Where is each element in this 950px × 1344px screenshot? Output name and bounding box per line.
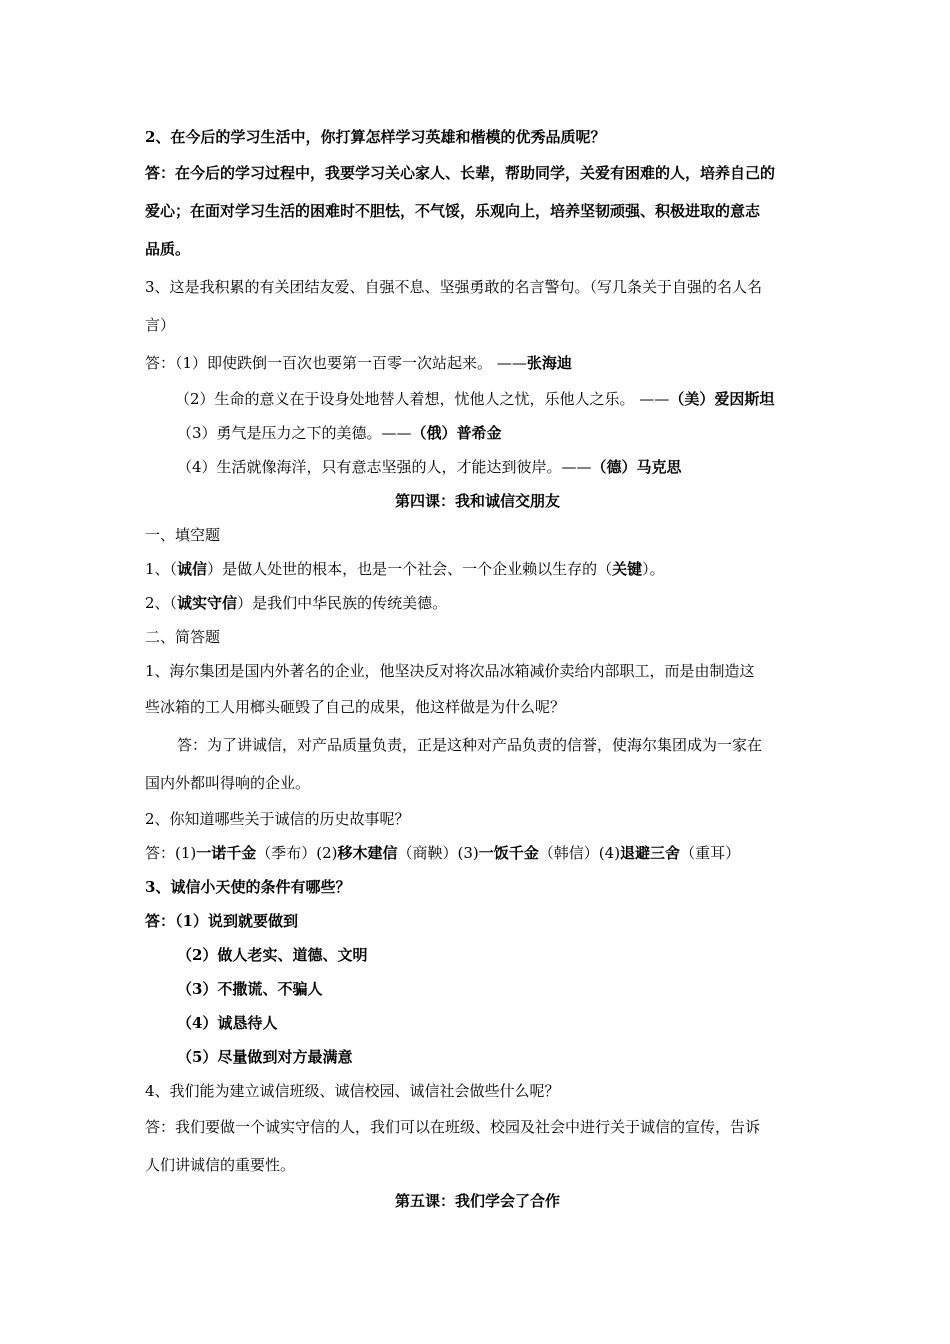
- line-text: ）是做人处世的根本，也是一个社会、一个企业赖以生存的（: [207, 560, 613, 578]
- quote-author: （俄）普希金: [411, 424, 502, 442]
- answer-line: 品质。: [145, 240, 191, 258]
- question-line: 3、这是我积累的有关团结友爱、自强不息、坚强勇敢的名言警句。（写几条关于自强的名人名: [145, 278, 763, 296]
- answer-line: （4）诚恳待人: [177, 1014, 278, 1032]
- document-page: [145, 120, 810, 1218]
- section-heading: 一、填空题: [145, 526, 221, 544]
- answer-line: 答：（1）说到就要做到: [145, 912, 298, 930]
- line-text: （重耳）: [680, 844, 741, 862]
- section-heading: 二、简答题: [145, 628, 221, 646]
- quote-text: 答：（1）即使跌倒一百次也要第一百零一次站起来。 ——: [145, 354, 527, 372]
- quote-line: [145, 416, 810, 450]
- question-line: 2、你知道哪些关于诚信的历史故事呢？: [145, 810, 410, 828]
- line-text: （韩信）(4): [538, 844, 621, 862]
- quote-author: （德）马克思: [591, 458, 682, 476]
- question-line: 2、在今后的学习生活中，你打算怎样学习英雄和楷模的优秀品质呢？: [145, 128, 606, 146]
- question-line: 3、诚信小天使的条件有哪些？: [145, 878, 351, 896]
- lesson-title: 第五课：我们学会了合作: [394, 1192, 560, 1210]
- quote-author: （美）爱因斯坦: [669, 390, 775, 408]
- quote-text: （4）生活就像海洋，只有意志坚强的人，才能达到彼岸。——: [177, 458, 592, 476]
- line-text: 1、（: [145, 560, 178, 578]
- line-text: （季布）(2): [256, 844, 338, 862]
- story-name: 移木建信: [337, 844, 398, 862]
- quote-text: （2）生命的意义在于设身处地替人着想，忧他人之忧，乐他人之乐。 ——: [175, 390, 670, 408]
- story-name: 一饭千金: [478, 844, 539, 862]
- blank-answer: 诚实守信: [177, 594, 238, 612]
- answer-line: 国内外都叫得响的企业。: [145, 774, 311, 792]
- blank-answer: 关键: [612, 560, 643, 578]
- question-line: 1、海尔集团是国内外著名的企业，他坚决反对将次品冰箱减价卖给内部职工，而是由制造这: [145, 662, 755, 680]
- line-text: 2、（: [145, 594, 178, 612]
- question-line: 言）: [145, 316, 176, 334]
- fill-blank-line: [145, 552, 810, 586]
- story-line: [145, 836, 810, 870]
- story-name: 退避三舍: [620, 844, 681, 862]
- answer-line: 答：为了讲诚信，对产品质量负责，正是这种对产品负责的信誉，使海尔集团成为一家在: [177, 736, 763, 754]
- fill-blank-line: [145, 586, 810, 620]
- quote-text: （3）勇气是压力之下的美德。——: [177, 424, 412, 442]
- answer-line: （5）尽量做到对方最满意: [177, 1048, 353, 1066]
- lesson-title: 第四课：我和诚信交朋友: [394, 492, 560, 510]
- answer-line: 答：我们要做一个诚实守信的人，我们可以在班级、校园及社会中进行关于诚信的宣传，告诉: [145, 1118, 761, 1136]
- answer-line: （2）做人老实、道德、文明: [177, 946, 368, 964]
- answer-line: 答：在今后的学习过程中，我要学习关心家人、长辈，帮助同学，关爱有困难的人，培养自己的: [145, 164, 776, 182]
- line-text: ）。: [642, 560, 665, 578]
- blank-answer: 诚信: [177, 560, 208, 578]
- quote-line: [145, 450, 810, 484]
- quote-line: [145, 344, 810, 382]
- line-text: （商鞅）(3): [397, 844, 479, 862]
- line-text: 答：(1): [145, 844, 197, 862]
- question-line: 4、我们能为建立诚信班级、诚信校园、诚信社会做些什么呢？: [145, 1082, 560, 1100]
- quote-line: [145, 382, 810, 416]
- question-line: 些冰箱的工人用榔头砸毁了自己的成果，他这样做是为什么呢？: [145, 698, 566, 716]
- answer-line: （3）不撒谎、不骗人: [177, 980, 323, 998]
- line-text: ）是我们中华民族的传统美德。: [237, 594, 448, 612]
- quote-author: 张海迪: [526, 354, 572, 372]
- story-name: 一诺千金: [196, 844, 257, 862]
- answer-line: 人们讲诚信的重要性。: [145, 1156, 296, 1174]
- answer-line: 爱心；在面对学习生活的困难时不胆怯，不气馁，乐观向上，培养坚韧顽强、积极进取的意志: [145, 202, 761, 220]
